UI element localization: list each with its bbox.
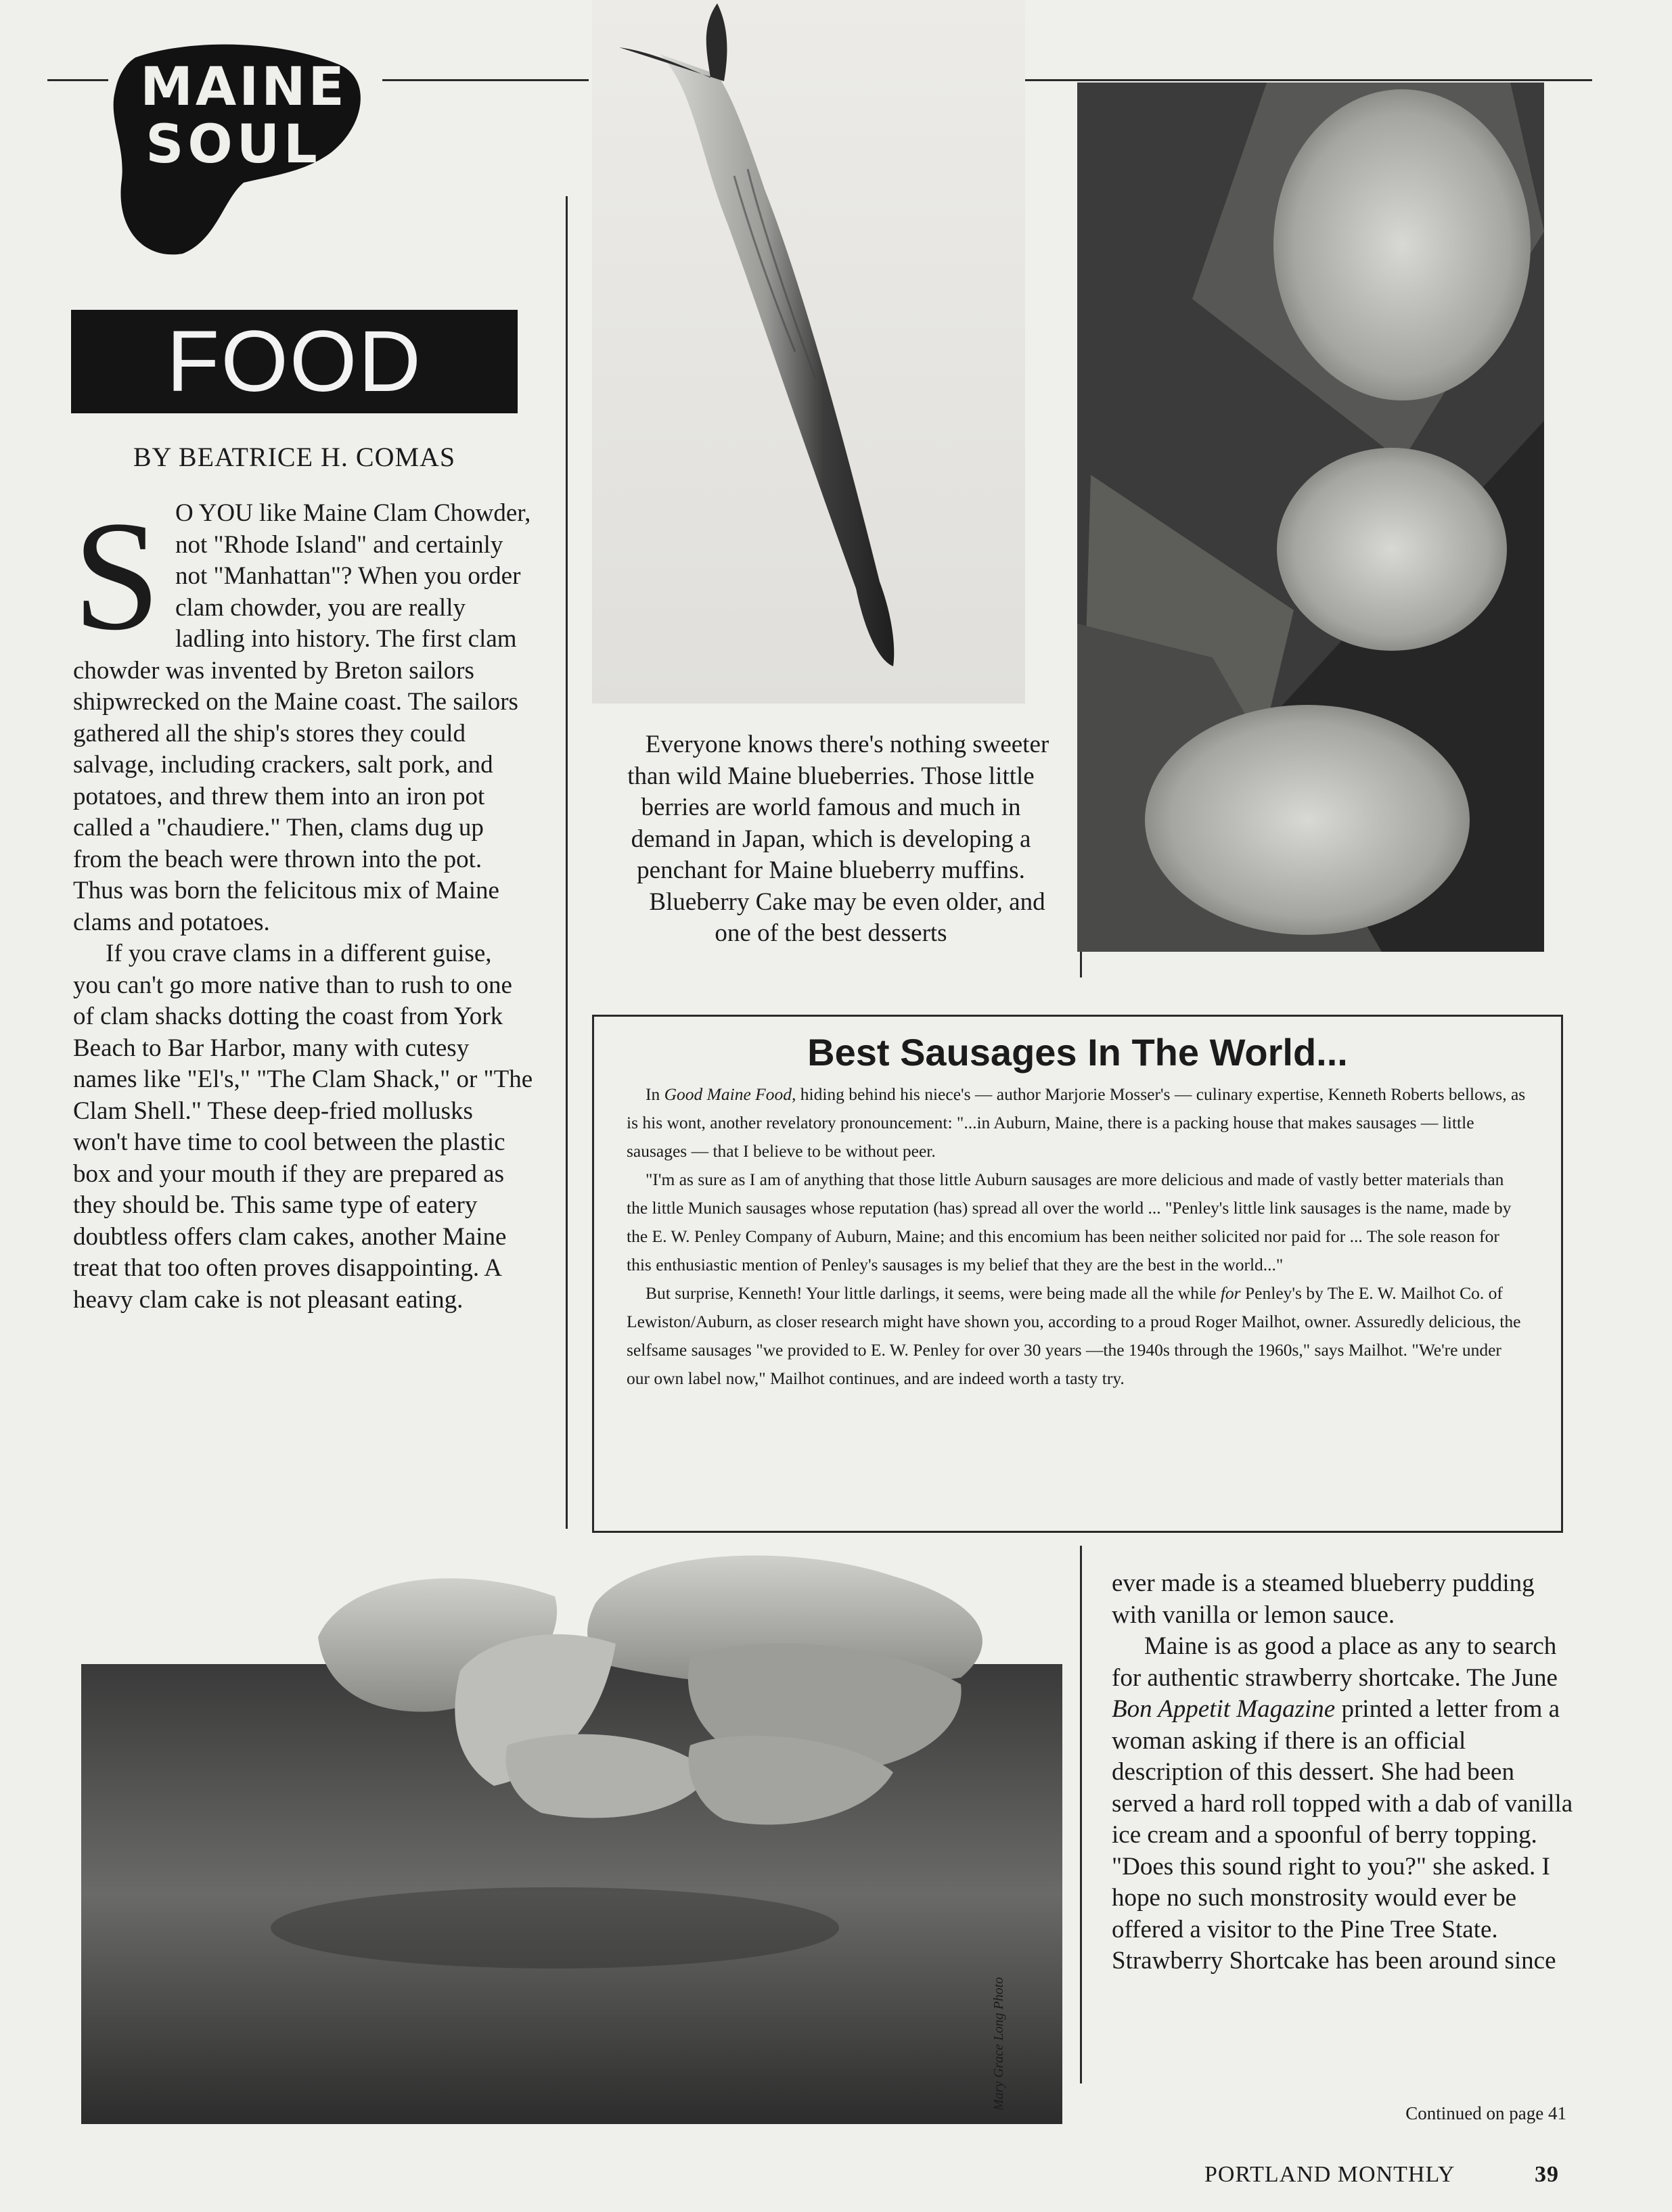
sidebar-paragraph: "I'm as sure as I am of anything that those little Auburn sausages are more delicious and made of vastly better materials than the little Munich sausages whose reputation (has) spread all over the world ... "Penley's little link sausages is the name, made by the E. W. Penley Company of Auburn, Maine; and this encomium has been neither solicited nor paid for ... The sole reason for this enthusiastic mention of Penley's sausages is my belief that they are the best in the world..." — [627, 1170, 1512, 1274]
clams-photo — [81, 1549, 1062, 2124]
top-rule-right — [1020, 79, 1592, 81]
footer-publication: PORTLAND MONTHLY — [1204, 2162, 1455, 2187]
continued-note: Continued on page 41 — [1405, 2103, 1566, 2123]
article-column-3 — [1112, 1568, 1579, 1977]
top-rule-mid — [382, 79, 589, 81]
article-paragraph: If you crave clams in a different guise, you can't go more native than to rush to one of clam shacks dotting the coast from York Beach to Bar Harbor, many with cutesy names like "El's," "The Clam Shack," or "The Clam Shell." These deep-fried mollusks won't have time to cool between the plastic box and your mouth if they are prepared as they should be. This same type of eatery doubtless offers clam cakes, another Maine treat that too often proves disappointing. A heavy clam cake is not pleasant eating. — [73, 940, 533, 1314]
logo-bottom-word: SOUL — [145, 114, 321, 175]
sidebar-title: Best Sausages In The World... — [807, 1031, 1348, 1074]
section-title — [71, 310, 518, 413]
drop-cap: S — [73, 489, 161, 663]
sausages-sidebar — [592, 1015, 1563, 1533]
sidebar-paragraph: In Good Maine Food, hiding behind his niece's — author Marjorie Mosser's — culinary expertise, Kenneth Roberts bellows, as is his wont, another revelatory pronouncement: "...in Auburn, Maine, there is a packing house that makes sausages — little sausages — that I believe to be without peer. — [627, 1084, 1526, 1161]
logo-top-word: MAINE — [140, 57, 347, 118]
article-paragraph: O YOU like Maine Clam Chowder, not "Rhode Island" and certainly not "Manhattan"? When you order clam chowder, you are really ladling into history. The first clam chowder was invented by Breton sailors shipwrecked on the Maine coast. The sailors gathered all the ship's stores they could salvage, including crackers, salt pork, and potatoes, and threw them into an iron pot called a "chaudiere." Then, clams dug up from the beach were thrown into the pot. Thus was born the felicitous mix of Maine clams and potatoes. — [73, 499, 531, 936]
article-paragraph: ever made is a steamed blueberry pudding with vanilla or lemon sauce. — [1112, 1569, 1535, 1629]
byline: BY BEATRICE H. COMAS — [133, 442, 456, 472]
sidebar-paragraph: But surprise, Kenneth! Your little darlings, it seems, were being made all the while for Penley's by The E. W. Mailhot Co. of Lewiston/Auburn, as closer research might have shown you, according to a proud Roger Mailhot, owner. Assuredly delicious, the selfsame sausages "we provided to E. W. Penley for over 30 years —the 1940s through the 1960s," says Mailhot. "We're under our own label now," Mailhot continues, and are indeed worth a tasty try. — [627, 1283, 1521, 1388]
mackerel-photo — [592, 0, 1025, 704]
maine-soul-logo — [108, 37, 379, 260]
column-divider — [566, 196, 568, 1529]
column-divider — [1080, 1546, 1082, 2083]
article-paragraph: Everyone knows there's nothing sweeter than wild Maine blueberries. Those little berries are world famous and much in demand in Japan, which is developing a penchant for Maine blueberry muffins. — [627, 731, 1049, 884]
article-paragraph: Blueberry Cake may be even older, and one of the best desserts — [649, 888, 1045, 947]
page-number: 39 — [1535, 2162, 1559, 2187]
section-title-text: FOOD — [166, 313, 422, 410]
article-column-2 — [601, 729, 1061, 950]
magazine-title: Bon Appetit Magazine — [1112, 1695, 1336, 1723]
photo-credit: Mary Grace Long Photo — [991, 1977, 1006, 2111]
top-rule-left — [47, 79, 108, 81]
sausage-photo — [1077, 83, 1544, 952]
article-paragraph: Maine is as good a place as any to search for authentic strawberry shortcake. The June Bon Appetit Magazine printed a letter from a woman asking if there is an official description of this dessert. She had been served a hard roll topped with a dab of vanilla ice cream and a spoonful of berry topping. "Does this sound right to you?" she asked. I hope no such monstrosity would ever be offered a visitor to the Pine Tree State. Strawberry Shortcake has been around since — [1112, 1632, 1573, 1975]
article-column-1 — [73, 489, 533, 1316]
book-title: Good Maine Food, — [664, 1084, 796, 1104]
